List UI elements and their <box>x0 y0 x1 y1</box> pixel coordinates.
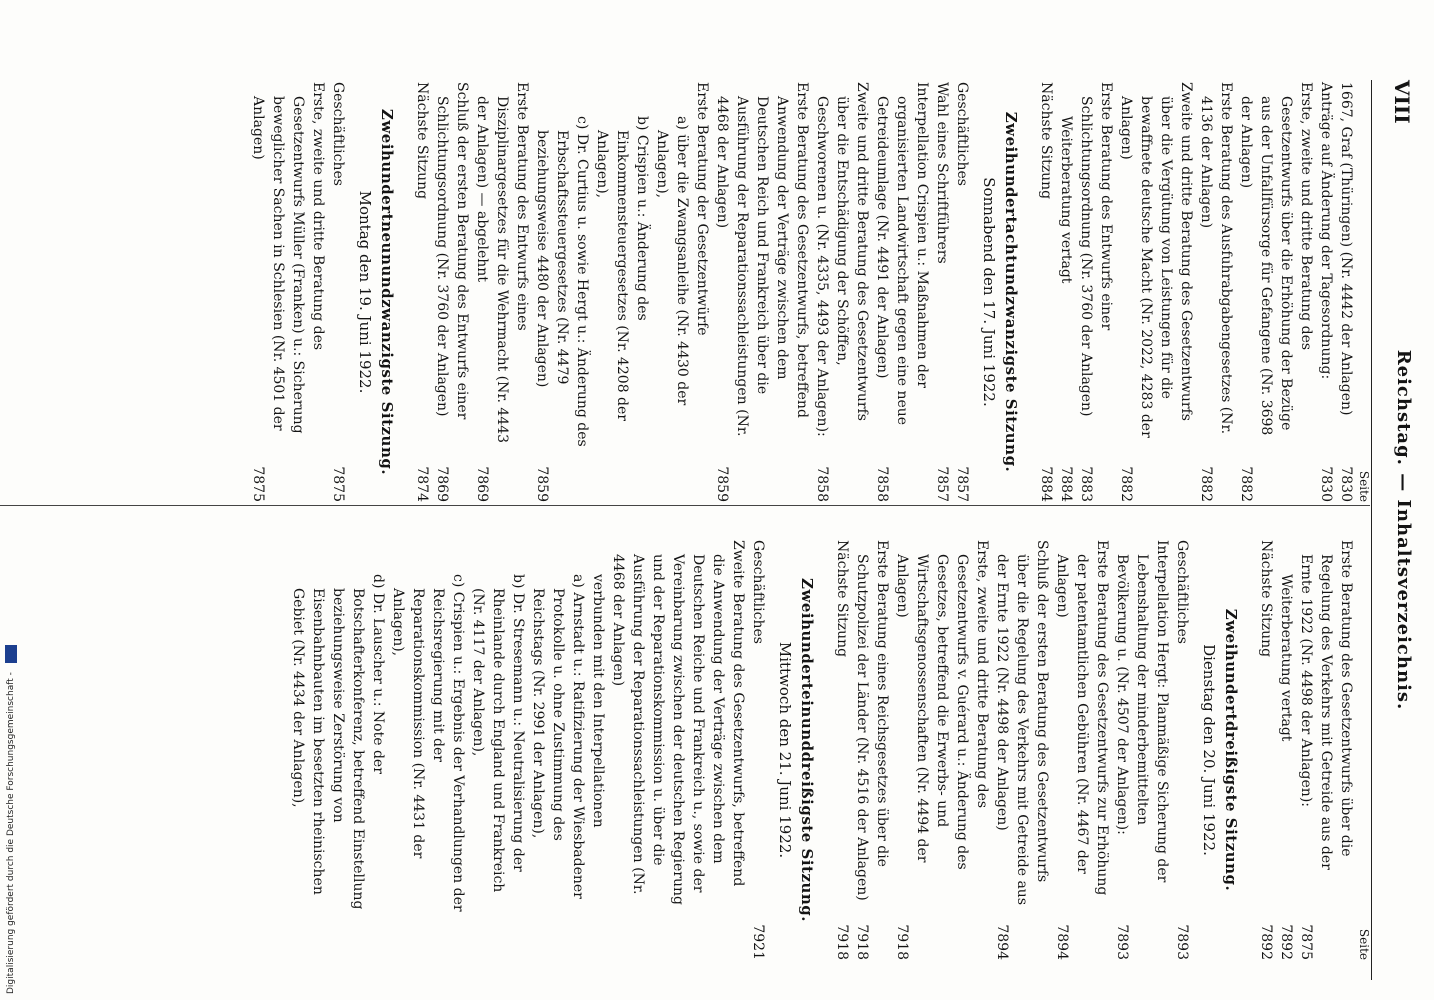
toc-entry-text: Erste, zweite und dritte Beratung des Gesetzentwurfs Müller (Franken) u.: Sicherung beweglicher Sachen in Schlesien (Nr. 4501 der Anlagen) <box>250 82 326 434</box>
toc-entry-text: verbunden mit den Interpellationen <box>590 574 606 828</box>
toc-entry <box>412 82 432 502</box>
toc-entry-text: Erste Beratung eines Reichsgesetzes über die Schutzpolizei der Länder (Nr. 4516 der Anlagen) <box>854 540 890 901</box>
toc-entry-text: Erste Beratung des Gesetzentwurfs zur Erhöhung der patentamtlichen Gebühren (Nr. 4467 der Anlagen) <box>1054 540 1110 896</box>
toc-entry-text: Erste, zweite und dritte Beratung des Gesetzentwurfs v. Guérard u.: Änderung des Gesetzes, betreffend die Erwerbs- und Wirtschaftsgenossenschaften (Nr. 4494 der Anlagen) <box>894 540 990 870</box>
toc-entry-text: Geschäftliches <box>954 82 970 186</box>
toc-entry <box>1036 82 1056 502</box>
toc-entry-text: Erste Beratung des Gesetzentwurfs, betreffend Anwendung der Verträge zwischen dem Deutschen Reich und Frankreich über die Ausführung der Reparationssachleistungen (Nr. 4468 der Anlagen) <box>714 82 810 437</box>
toc-entry-text: Schluß der ersten Beratung des Gesetzentwurfs über die Regelung des Verkehrs mit Getreide aus der Ernte 1922 (Nr. 4498 der Anlagen) <box>994 540 1050 905</box>
toc-entry-text: Geschäftliches <box>330 82 346 186</box>
left-column-body <box>248 82 1356 502</box>
toc-entry-text: d) Dr. Lauscher u.: Note der Botschafterkonferenz, betreffend Einstellung beziehungsweise Zerstörung von Eisenbahnbauten im besetzten rheinischen Gebiet (Nr. 4434 der Anlagen), <box>290 574 386 910</box>
toc-entry <box>432 82 472 502</box>
toc-entry-text: Erste Beratung des Entwurfs eines Disziplinargesetzes für die Wehrmacht (Nr. 4443 der Anlagen) — abgelehnt <box>474 82 530 444</box>
session-date: Montag den 19. Juni 1922. <box>356 190 374 394</box>
toc-page-number: 7893 <box>1114 924 1130 960</box>
toc-page-number: 7883 <box>1078 466 1094 502</box>
toc-entry <box>1172 540 1192 960</box>
toc-entry-text: Weiterberatung vertagt <box>1058 116 1074 284</box>
toc-entry-text: Geschäftliches <box>750 540 766 644</box>
toc-page-number: 7869 <box>474 466 490 502</box>
toc-entry <box>992 540 1052 960</box>
toc-entry-text: Interpellation Crispien u.: Maßnahmen der organisierten Landwirtschaft gegen eine neue Getreideumlage (Nr. 4491 der Anlagen) <box>874 82 930 426</box>
toc-entry <box>472 82 532 502</box>
toc-entry <box>832 540 852 960</box>
toc-entry-text: Erste Beratung des Entwurfs einer Schlichtungsordnung (Nr. 3760 der Anlagen) <box>1078 82 1114 417</box>
toc-entry <box>528 540 588 960</box>
toc-entry-text: Zweite und dritte Beratung des Gesetzentwurfs über die Vergütung von Leistungen für die bewaffnete deutsche Macht (Nr. 2022, 4283 der Anlagen) <box>1118 82 1194 438</box>
toc-page-number: 7892 <box>1278 924 1294 960</box>
toc-page-number: 7892 <box>1258 924 1274 960</box>
toc-entry <box>288 540 388 960</box>
toc-page-number: 7857 <box>954 466 970 502</box>
toc-entry <box>1256 540 1276 960</box>
toc-entry <box>872 82 932 502</box>
toc-page-number: 7858 <box>874 466 890 502</box>
toc-entry <box>852 540 892 960</box>
toc-entry-text: b) Dr. Stresemann u.: Neutralisierung der Rheinlande durch England und Frankreich (Nr. 4117 der Anlagen), <box>470 574 526 893</box>
toc-entry <box>1076 82 1116 502</box>
toc-page-number: 7921 <box>750 924 766 960</box>
toc-entry <box>652 82 692 502</box>
toc-entry <box>468 540 528 960</box>
toc-entry-text: Erste Beratung des Ausfuhrabgabengesetzes (Nr. 4136 der Anlagen) <box>1198 82 1234 435</box>
toc-entry <box>248 82 328 502</box>
toc-entry <box>1276 540 1296 960</box>
toc-entry <box>608 540 748 960</box>
toc-entry-text: Nächste Sitzung <box>1258 540 1274 658</box>
running-title: Reichstag. — Inhaltsverzeichnis. <box>1393 349 1414 711</box>
toc-page-number: 7918 <box>854 924 870 960</box>
toc-page-number: 7882 <box>1238 466 1254 502</box>
page-header <box>1374 80 1414 980</box>
session-date: Sonnabend den 17. Juni 1922. <box>980 177 998 407</box>
page-number: VIII <box>1390 80 1414 124</box>
toc-page-number: 7859 <box>534 466 550 502</box>
toc-entry <box>588 540 608 960</box>
session-title: Zweihundertdreißigste Sitzung. <box>1222 608 1240 892</box>
toc-entry-text: Erste Beratung der Gesetzentwürfe <box>694 82 710 336</box>
toc-entry-text: Zweite und dritte Beratung des Gesetzentwurfs über die Entschädigung der Schöffen, Geschworenen u. (Nr. 4335, 4493 der Anlagen): <box>814 82 870 437</box>
dfg-logo-icon <box>5 645 17 663</box>
toc-entry-text: Nächste Sitzung <box>414 82 430 200</box>
toc-entry-text: Schluß der ersten Beratung des Entwurfs einer Schlichtungsordnung (Nr. 3760 der Anlagen) <box>434 82 470 420</box>
toc-page-number: 7884 <box>1058 466 1074 502</box>
toc-page-number: 7894 <box>1054 924 1070 960</box>
session-date: Mittwoch den 21. Juni 1922. <box>776 641 794 859</box>
toc-entry-text: Geschäftliches <box>1174 540 1190 644</box>
toc-entry-text: c) Crispien u.: Ergebnis der Verhandlungen der Reichsregierung mit der Reparationskommission (Nr. 4431 der Anlagen), <box>390 574 466 912</box>
right-column-body <box>288 540 1356 960</box>
toc-entry-text: Interpellation Hergt: Planmäßige Sicherung der Lebenshaltung der minderbemittelten Bevölkerung u. (Nr. 4507 der Anlagen): <box>1114 540 1170 883</box>
toc-entry-text: Weiterberatung vertagt <box>1278 574 1294 742</box>
toc-entry <box>892 540 992 960</box>
toc-entry <box>328 82 348 502</box>
toc-entry-text: Wahl eines Schriftführers <box>934 82 950 264</box>
toc-page-number: 7875 <box>330 466 346 502</box>
toc-entry-text: b) Crispien u.: Änderung des Einkommensteuergesetzes (Nr. 4208 der Anlagen), <box>594 116 650 421</box>
session-title: Zweihundertachtundzwanzigste Sitzung. <box>1002 111 1020 473</box>
toc-entry <box>1056 82 1076 502</box>
toc-entry <box>692 82 712 502</box>
toc-entry <box>952 82 972 502</box>
toc-entry-text: Zweite Beratung des Gesetzentwurfs, betreffend die Anwendung der Verträge zwischen dem Deutschen Reiche und Frankreich u., sowie der Vereinbarung zwischen der deutschen Regierung und der Reparationskommission u. über die Ausführung der Reparationssachleistungen (Nr. 4468 der Anlagen) <box>610 540 746 905</box>
toc-entry-text: 1667, Graf (Thüringen) (Nr. 4442 der Anlagen) <box>1338 82 1354 416</box>
session-title: Zweihundertneunundzwanzigste Sitzung. <box>378 108 396 476</box>
toc-entry <box>1336 82 1356 502</box>
toc-entry <box>1296 540 1356 960</box>
toc-entry <box>932 82 952 502</box>
toc-entry <box>748 540 768 960</box>
digitization-footer <box>4 0 18 994</box>
toc-page-number: 7894 <box>994 924 1010 960</box>
toc-entry <box>1196 82 1236 502</box>
toc-page-number: 7893 <box>1174 924 1190 960</box>
toc-page-number: 7875 <box>250 466 266 502</box>
digitization-note: Digitalisierung gefördert durch die Deutsche Forschungsgemeinschaft - <box>6 672 16 994</box>
toc-entry-text: Erste, zweite und dritte Beratung des Gesetzentwurfs über die Erhöhung der Bezüge aus der Unfallfürsorge für Gefangene (Nr. 3698 der Anlagen) <box>1238 82 1314 436</box>
toc-page-number: 7882 <box>1198 466 1214 502</box>
toc-entry-text: a) Arnstadt u.: Ratifizierung der Wiesbadener Protokolle u. ohne Zustimmung des Reichstags (Nr. 2991 der Anlagen), <box>530 574 586 899</box>
left-column <box>248 82 1372 502</box>
toc-entry <box>1116 82 1196 502</box>
toc-page-number: 7869 <box>434 466 450 502</box>
right-column <box>288 540 1372 960</box>
toc-page-number: 7874 <box>414 466 430 502</box>
toc-entry <box>1236 82 1316 502</box>
toc-entry-text: Nächste Sitzung <box>834 540 850 658</box>
toc-entry <box>812 82 872 502</box>
toc-page-number: 7830 <box>1338 466 1354 502</box>
toc-page-number: 7875 <box>1298 924 1314 960</box>
toc-page-number: 7918 <box>894 924 910 960</box>
toc-entry <box>532 82 592 502</box>
toc-page-number: 7884 <box>1038 466 1054 502</box>
session-date: Dienstag den 20. Juni 1922. <box>1200 644 1218 856</box>
toc-entry-text: a) über die Zwangsanleihe (Nr. 4430 der Anlagen), <box>654 116 690 406</box>
toc-page-number: 7918 <box>834 924 850 960</box>
toc-entry <box>1316 82 1336 502</box>
toc-entry <box>592 82 652 502</box>
toc-entry <box>388 540 468 960</box>
toc-entry-text: Erste Beratung des Gesetzentwurfs über die Regelung des Verkehrs mit Getreide aus der Ernte 1922 (Nr. 4498 der Anlagen): <box>1298 540 1354 870</box>
column-header-seite: Seite <box>1357 470 1371 502</box>
toc-entry-text: c) Dr. Curtius u. sowie Hergt u.: Änderung des Erbschaftssteuergesetzes (Nr. 4479 beziehungsweise 4480 der Anlagen) <box>534 116 590 447</box>
toc-entry <box>1112 540 1172 960</box>
toc-page-number: 7858 <box>814 466 830 502</box>
toc-page-number: 7882 <box>1118 466 1134 502</box>
toc-page-number: 7830 <box>1318 466 1334 502</box>
toc-entry <box>1052 540 1112 960</box>
toc-page-number: 7857 <box>934 466 950 502</box>
session-title: Zweihunderteinunddreißigste Sitzung. <box>798 578 816 922</box>
toc-entry <box>712 82 812 502</box>
toc-entry-text: Nächste Sitzung <box>1038 82 1054 200</box>
toc-entry-text: Anträge auf Änderung der Tagesordnung: <box>1318 82 1334 380</box>
toc-page-number: 7859 <box>714 466 730 502</box>
column-divider <box>0 505 1370 506</box>
column-header-seite: Seite <box>1357 928 1371 960</box>
